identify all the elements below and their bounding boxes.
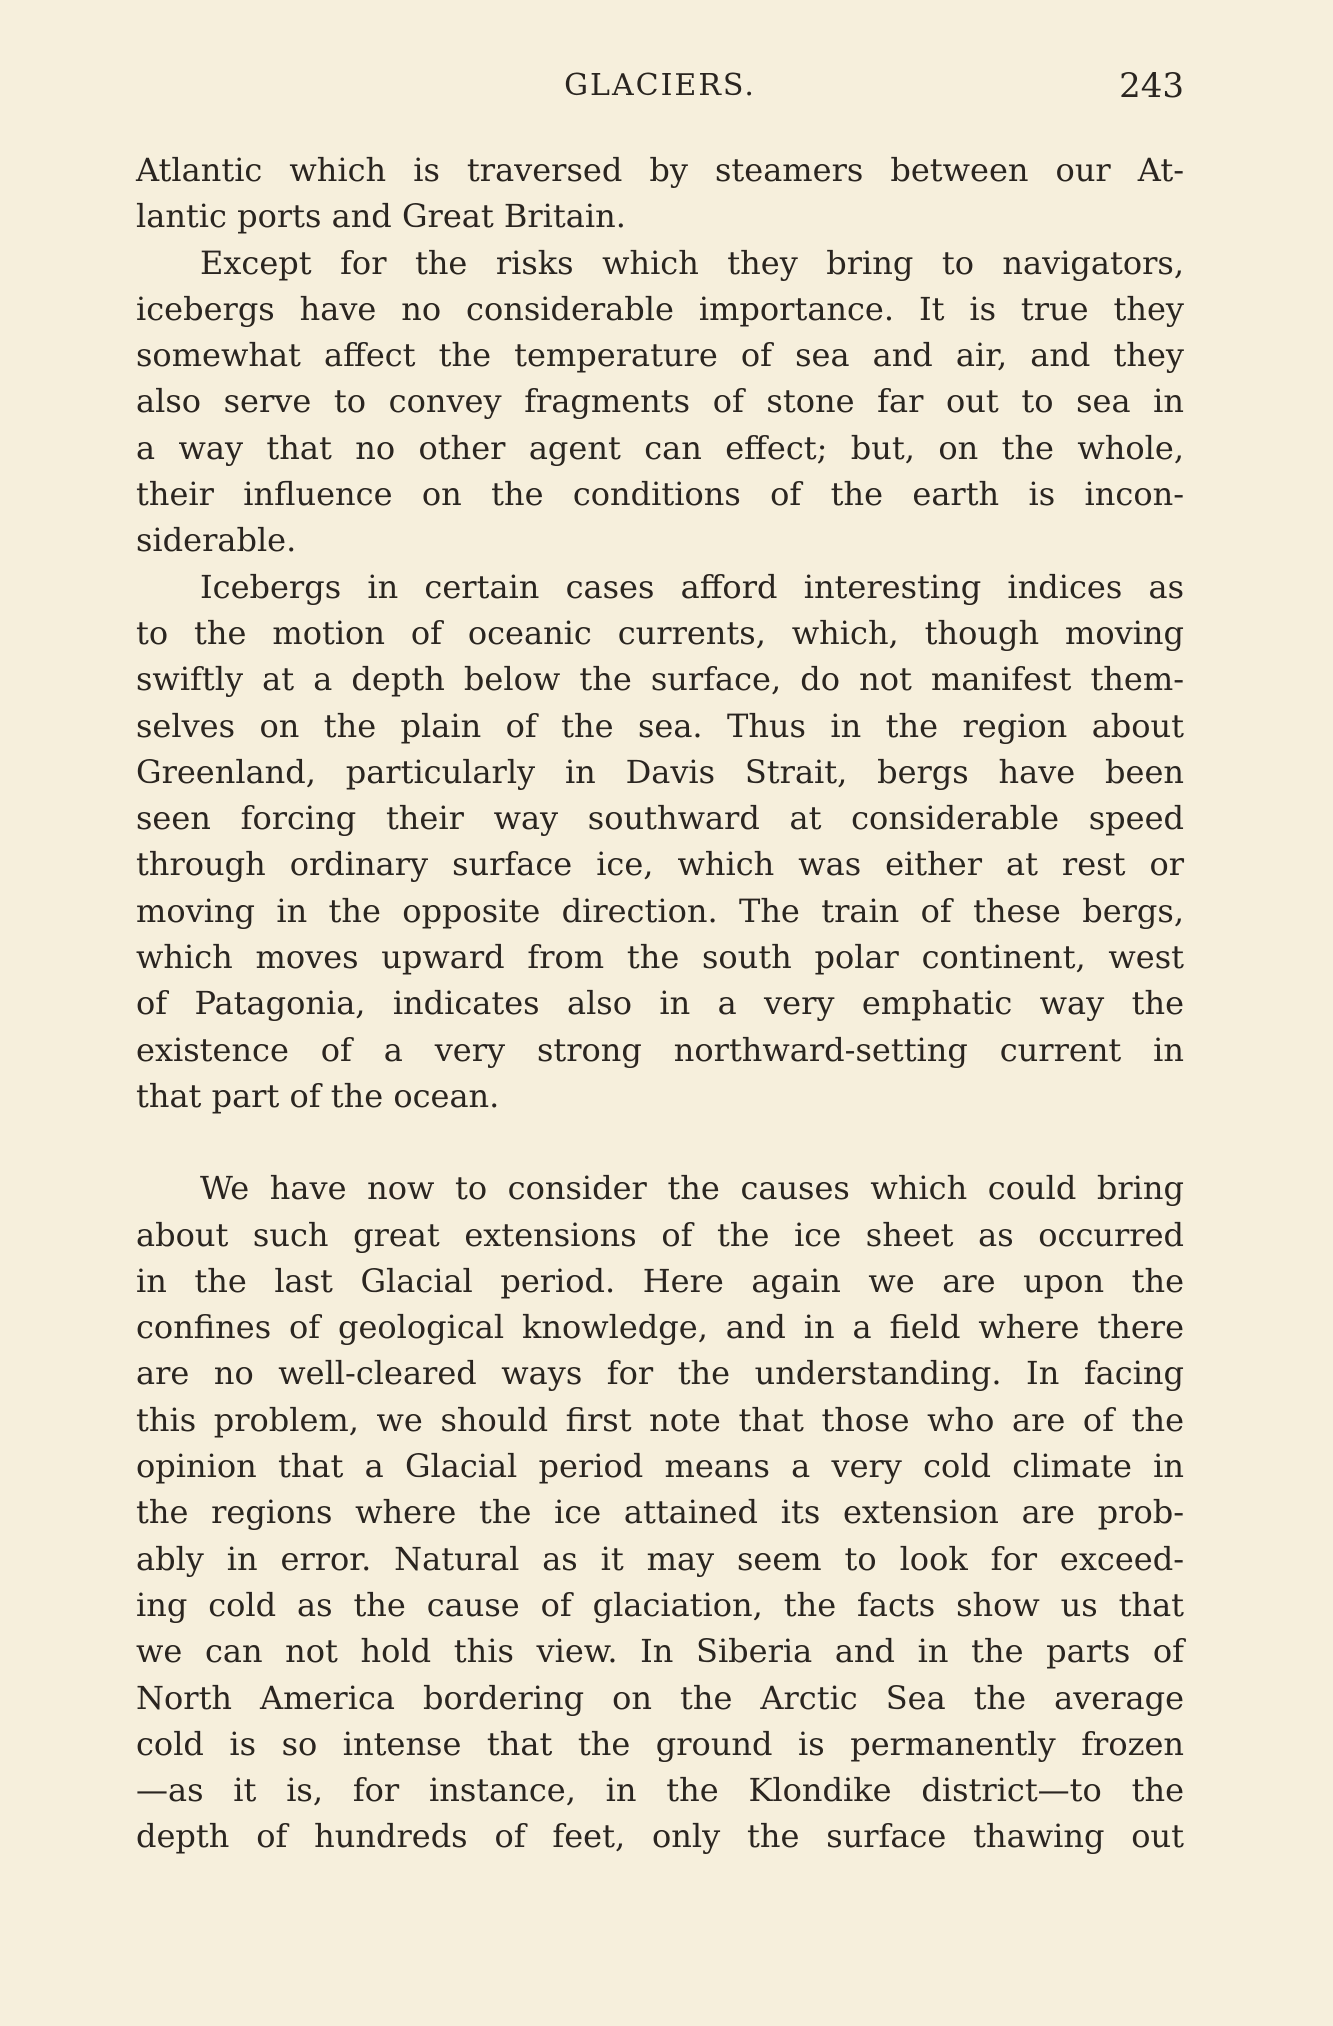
- text-line: through ordinary surface ice, which was either at rest or: [136, 845, 1184, 884]
- text-line: moving in the opposite direction. The train of these bergs,: [136, 891, 1184, 930]
- paragraph-glacial-causes: [136, 1165, 1184, 1859]
- running-head: [136, 62, 1184, 110]
- text-line: also serve to convey fragments of stone far out to sea in: [136, 382, 1184, 421]
- text-line: existence of a very strong northward-setting current in: [136, 1030, 1184, 1069]
- text-line: in the last Glacial period. Here again we are upon the: [136, 1261, 1184, 1300]
- paragraph-oceanic-currents: [136, 564, 1184, 1120]
- text-line: Greenland, particularly in Davis Strait, bergs have been: [136, 752, 1184, 791]
- text-line: this problem, we should first note that those who are of the: [136, 1400, 1184, 1439]
- text-line: Atlantic which is traversed by steamers between our At-: [136, 151, 1184, 189]
- text-line: North America bordering on the Arctic Sea the average: [136, 1678, 1184, 1717]
- text-line: are no well-cleared ways for the understanding. In facing: [136, 1354, 1184, 1393]
- text-line: we can not hold this view. In Siberia and in the parts of: [136, 1632, 1184, 1671]
- body-text: [136, 147, 1184, 1860]
- text-line: seen forcing their way southward at considerable speed: [136, 799, 1184, 838]
- text-line: which moves upward from the south polar continent, west: [136, 938, 1184, 977]
- text-line: Icebergs in certain cases afford interesting indices as: [200, 567, 1184, 606]
- paragraph-icebergs-importance: [136, 240, 1184, 564]
- text-line: to the motion of oceanic currents, which, though moving: [136, 613, 1184, 652]
- section-break: [136, 1119, 1184, 1165]
- text-line: Except for the risks which they bring to navigators,: [200, 243, 1184, 282]
- text-line: somewhat affect the temperature of sea and air, and they: [136, 336, 1184, 375]
- text-line: about such great extensions of the ice sheet as occurred: [136, 1215, 1184, 1254]
- text-line: cold is so intense that the ground is permanently frozen: [136, 1724, 1184, 1763]
- text-line: opinion that a Glacial period means a very cold climate in: [136, 1447, 1184, 1486]
- text-line: depth of hundreds of feet, only the surface thawing out: [136, 1817, 1184, 1856]
- text-line: swiftly at a depth below the surface, do not manifest them-: [136, 660, 1184, 699]
- text-line: that part of the ocean.: [136, 1076, 500, 1115]
- text-line: their influence on the conditions of the earth is incon-: [136, 475, 1184, 514]
- text-line: of Patagonia, indicates also in a very emphatic way the: [136, 984, 1184, 1023]
- text-line: selves on the plain of the sea. Thus in the region about: [136, 706, 1184, 745]
- text-line: ing cold as the cause of glaciation, the facts show us that: [136, 1585, 1184, 1624]
- text-line: We have now to consider the causes which could bring: [200, 1169, 1184, 1208]
- text-line: —as it is, for instance, in the Klondike district—to the: [136, 1771, 1184, 1810]
- running-title: GLACIERS.: [564, 68, 756, 103]
- text-line: a way that no other agent can effect; but, on the whole,: [136, 428, 1184, 467]
- text-line: the regions where the ice attained its extension are prob-: [136, 1493, 1184, 1532]
- text-line: siderable.: [136, 521, 297, 560]
- text-line: lantic ports and Great Britain.: [136, 197, 626, 236]
- text-line: icebergs have no considerable importance. It is true they: [136, 289, 1184, 328]
- paragraph-continuation: [136, 147, 1184, 240]
- text-line: ably in error. Natural as it may seem to look for exceed-: [136, 1539, 1184, 1578]
- page-number: 243: [1119, 66, 1184, 106]
- text-line: confines of geological knowledge, and in a field where there: [136, 1308, 1184, 1347]
